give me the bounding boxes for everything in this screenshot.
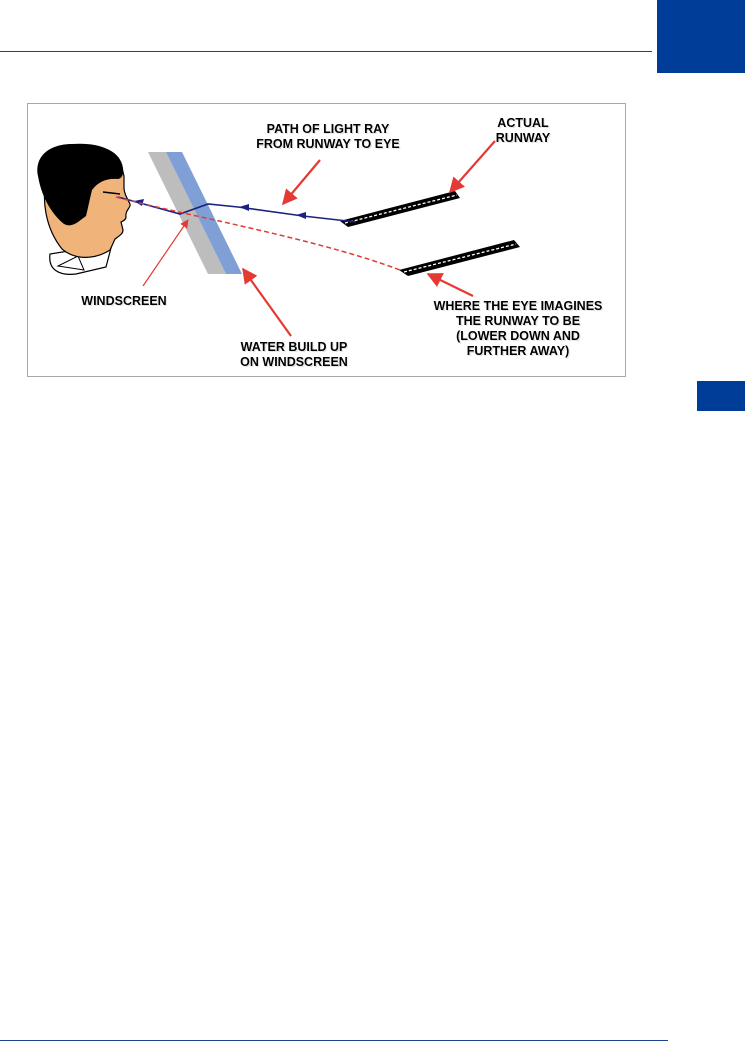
pointer-imagined-runway [428,274,473,296]
section-tab [697,381,745,411]
label-actual-runway: ACTUAL RUNWAY [495,116,551,145]
pointer-water [243,269,291,336]
ray-arrowhead [296,212,306,219]
imagined-sight-line [116,197,400,270]
runway-icon [340,191,460,227]
light-ray-path [118,197,356,222]
label-imagined-runway: WHERE THE EYE IMAGINES THE RUNWAY TO BE (LOWER DOWN AND FURTHER AWAY) [433,299,603,358]
pointer-windscreen [143,220,188,286]
footer-rule [0,1040,668,1041]
chapter-tab [657,0,745,73]
ray-arrowhead [239,204,249,211]
label-light-path: PATH OF LIGHT RAY FROM RUNWAY TO EYE [256,122,400,151]
label-windscreen: WINDSCREEN [81,294,167,308]
header-rule [0,51,652,52]
label-water: WATER BUILD UP ON WINDSCREEN [240,340,348,369]
refraction-diagram [27,103,626,377]
pointer-light-path [283,160,320,204]
imagined-runway-icon [399,240,520,276]
pointer-actual-runway [450,141,495,192]
person-head-icon [37,144,130,275]
